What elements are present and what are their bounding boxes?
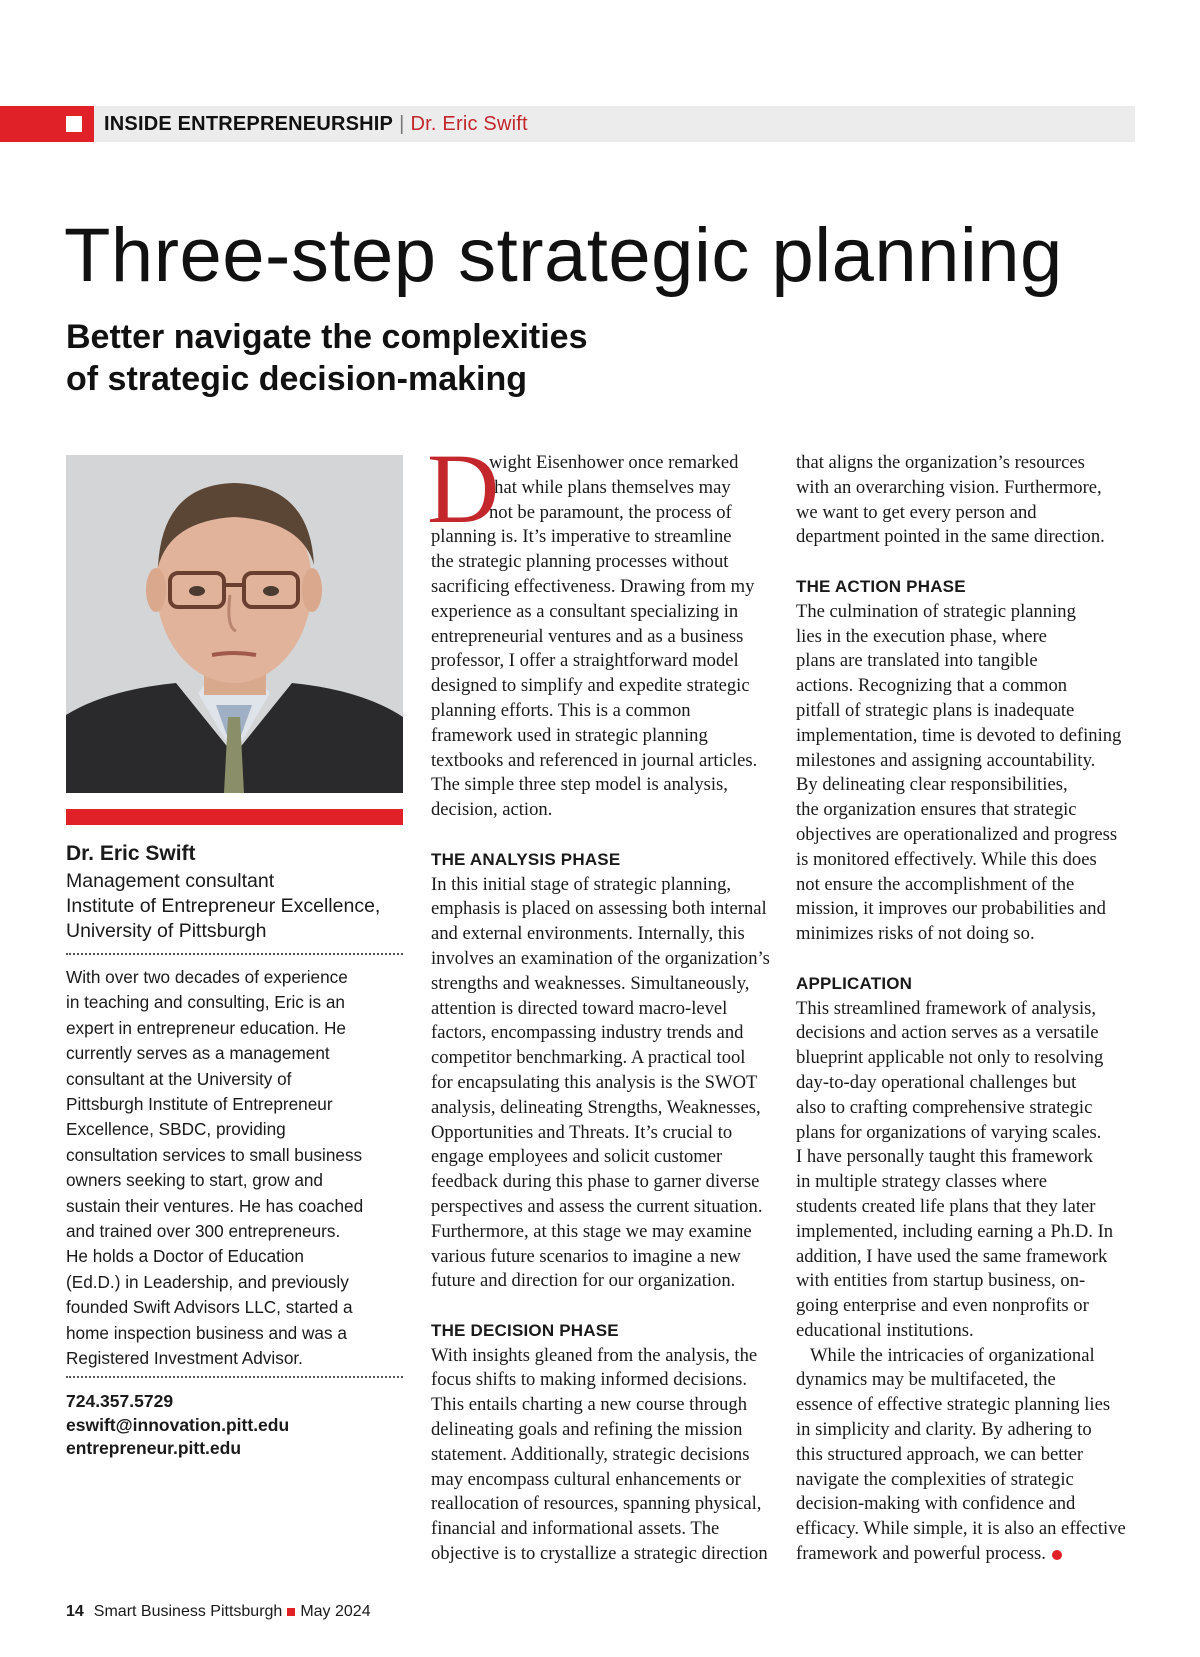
body-line: with entities from startup business, on- <box>796 1270 1086 1292</box>
body-line: essence of effective strategic planning lies <box>796 1394 1111 1416</box>
bio-accent-bar <box>66 809 403 825</box>
body-line: textbooks and referenced in journal articles. <box>431 749 758 771</box>
body-line: not be paramount, the process of <box>489 501 732 523</box>
body-line: addition, I have used the same framework <box>796 1245 1108 1267</box>
bio-line: Pittsburgh Institute of Entrepreneur <box>66 1094 333 1115</box>
body-line: plans are translated into tangible <box>796 650 1038 672</box>
section-name: INSIDE ENTREPRENEURSHIP <box>104 112 394 135</box>
body-line: milestones and assigning accountability. <box>796 749 1096 771</box>
header-text <box>104 113 528 136</box>
body-line: may encompass cultural enhancements or <box>431 1468 741 1490</box>
author-portrait-image <box>66 455 403 793</box>
body-line: pitfall of strategic plans is inadequate <box>796 699 1075 721</box>
bio-line: Registered Investment Advisor. <box>66 1348 303 1369</box>
header-author: Dr. Eric Swift <box>410 112 528 135</box>
body-line: implemented, including earning a Ph.D. In <box>796 1220 1114 1242</box>
body-line: implementation, time is devoted to defining <box>796 724 1122 746</box>
body-line: actions. Recognizing that a common <box>796 675 1068 697</box>
article-subtitle <box>66 316 706 400</box>
section-header <box>0 106 1135 142</box>
body-line: reallocation of resources, spanning physical, <box>431 1493 762 1515</box>
body-line: This entails charting a new course through <box>431 1394 748 1416</box>
body-line: experience as a consultant specializing in <box>431 600 739 622</box>
bio-divider <box>66 1376 403 1378</box>
subtitle-line: of strategic decision-making <box>66 360 527 398</box>
bio-role-line: Institute of Entrepreneur Excellence, <box>66 895 381 917</box>
body-line: strengths and weaknesses. Simultaneously, <box>431 972 750 994</box>
body-line: Furthermore, at this stage we may examine <box>431 1220 752 1242</box>
body-line: involves an examination of the organization’s <box>431 947 770 969</box>
body-line: wight Eisenhower once remarked <box>489 452 739 473</box>
body-line: planning is. It’s imperative to streamline <box>431 526 732 548</box>
paragraph-gap <box>796 550 1141 575</box>
body-line: navigate the complexities of strategic <box>796 1468 1074 1490</box>
body-line: is monitored effectively. While this does <box>796 848 1097 870</box>
section-heading-action: THE ACTION PHASE <box>796 576 966 596</box>
body-line: By delineating clear responsibilities, <box>796 774 1068 796</box>
body-line: with an overarching vision. Furthermore, <box>796 476 1102 498</box>
paragraph-gap <box>431 823 766 848</box>
bio-line: founded Swift Advisors LLC, started a <box>66 1297 353 1318</box>
body-line: educational institutions. <box>796 1319 974 1341</box>
bio-line: expert in entrepreneur education. He <box>66 1017 346 1038</box>
body-line: that while plans themselves may <box>489 476 731 498</box>
body-line: in simplicity and clarity. By adhering to <box>796 1419 1092 1441</box>
bio-line: He holds a Doctor of Education <box>66 1246 304 1267</box>
body-line: the strategic planning processes without <box>431 551 729 573</box>
drop-cap: D <box>427 433 500 544</box>
bio-line: home inspection business and was a <box>66 1322 347 1343</box>
body-line: perspectives and assess the current situation. <box>431 1195 763 1217</box>
body-line: objective is to crystallize a strategic direction <box>431 1543 768 1565</box>
body-line: day-to-day operational challenges but <box>796 1071 1077 1093</box>
body-line: the organization ensures that strategic <box>796 799 1077 821</box>
body-line: that aligns the organization’s resources <box>796 452 1085 473</box>
body-line: and external environments. Internally, this <box>431 923 745 945</box>
body-line: dynamics may be multifaceted, the <box>796 1369 1056 1391</box>
author-photo <box>66 455 403 793</box>
body-line: future and direction for our organization. <box>431 1270 736 1292</box>
body-line: also to crafting comprehensive strategic <box>796 1096 1093 1118</box>
body-line: focus shifts to making informed decisions. <box>431 1369 748 1391</box>
article-column-right <box>796 451 1141 1567</box>
body-line: not ensure the accomplishment of the <box>796 873 1075 895</box>
contact-phone[interactable]: 724.357.5729 <box>66 1391 174 1411</box>
footer-square-icon <box>287 1608 295 1616</box>
body-line: in multiple strategy classes where <box>796 1171 1047 1193</box>
body-line: this structured approach, we can better <box>796 1443 1084 1465</box>
body-line: The simple three step model is analysis, <box>431 774 728 796</box>
body-line: delineating goals and refining the mission <box>431 1419 743 1441</box>
body-line: lies in the execution phase, where <box>796 625 1047 647</box>
body-line: In this initial stage of strategic planning, <box>431 873 732 895</box>
end-mark-icon <box>1052 1550 1062 1560</box>
article-title: Three-step strategic planning <box>64 213 1063 298</box>
header-accent-block <box>0 106 94 142</box>
body-line: While the intricacies of organizational <box>810 1344 1095 1366</box>
body-line: financial and informational assets. The <box>431 1518 720 1540</box>
body-line: we want to get every person and <box>796 501 1037 523</box>
body-line: department pointed in the same direction. <box>796 526 1105 548</box>
body-line: framework used in strategic planning <box>431 724 708 746</box>
bio-line: currently serves as a management <box>66 1043 330 1064</box>
body-line: planning efforts. This is a common <box>431 699 691 721</box>
square-icon <box>66 116 82 132</box>
body-line: decision-making with confidence and <box>796 1493 1076 1515</box>
body-line: engage employees and solicit customer <box>431 1146 723 1168</box>
body-line: attention is directed toward macro-level <box>431 997 728 1019</box>
paragraph-gap <box>796 947 1141 972</box>
body-line: feedback during this phase to garner diverse <box>431 1171 760 1193</box>
body-line: designed to simplify and expedite strategic <box>431 675 750 697</box>
paragraph-gap <box>431 1294 766 1319</box>
body-line: for encapsulating this analysis is the SWOT <box>431 1071 758 1093</box>
body-line: decisions and action serves as a versatile <box>796 1022 1099 1044</box>
body-line: emphasis is placed on assessing both internal <box>431 898 767 920</box>
page-number: 14 <box>66 1603 84 1620</box>
bio-role-line: Management consultant <box>66 870 275 892</box>
body-line: blueprint applicable not only to resolving <box>796 1047 1104 1069</box>
bio-role-line: University of Pittsburgh <box>66 920 267 942</box>
body-line: efficacy. While simple, it is also an effective <box>796 1518 1126 1540</box>
contact-block <box>66 1390 289 1461</box>
body-line: mission, it improves our probabilities and <box>796 898 1106 920</box>
issue-date: May 2024 <box>300 1603 371 1620</box>
article-column-middle <box>427 433 770 1567</box>
bio-line: With over two decades of experience <box>66 967 348 987</box>
body-line: factors, encompassing industry trends and <box>431 1022 744 1044</box>
body-line: This streamlined framework of analysis, <box>796 997 1096 1019</box>
bio-line: in teaching and consulting, Eric is an <box>66 992 345 1013</box>
section-heading-application: APPLICATION <box>796 973 913 993</box>
bio-line: consultant at the University of <box>66 1068 292 1089</box>
bio-line: consultation services to small business <box>66 1144 363 1165</box>
body-line: various future scenarios to imagine a new <box>431 1245 741 1267</box>
bio-line: sustain their ventures. He has coached <box>66 1195 364 1216</box>
body-line: sacrificing effectiveness. Drawing from my <box>431 575 755 597</box>
body-line: decision, action. <box>431 799 553 821</box>
body-line: entrepreneurial ventures and as a business <box>431 625 744 647</box>
bio-role <box>66 869 411 944</box>
contact-website[interactable]: entrepreneur.pitt.edu <box>66 1438 242 1458</box>
body-line: analysis, delineating Strengths, Weaknesses, <box>431 1096 761 1118</box>
bio-description <box>66 965 411 1372</box>
body-line-last <box>796 1542 1141 1567</box>
body-line: With insights gleaned from the analysis, the <box>431 1344 758 1366</box>
body-line: The culmination of strategic planning <box>796 600 1076 622</box>
bio-name: Dr. Eric Swift <box>66 842 196 865</box>
bio-line: owners seeking to start, grow and <box>66 1170 323 1191</box>
publication-name: Smart Business Pittsburgh <box>93 1603 283 1620</box>
contact-email[interactable]: eswift@innovation.pitt.edu <box>66 1414 290 1435</box>
body-line: Opportunities and Threats. It’s crucial to <box>431 1121 733 1143</box>
bio-line: (Ed.D.) in Leadership, and previously <box>66 1271 349 1292</box>
body-line: competitor benchmarking. A practical tool <box>431 1047 746 1069</box>
body-line: statement. Additionally, strategic decisions <box>431 1443 750 1465</box>
bio-line: and trained over 300 entrepreneurs. <box>66 1221 341 1242</box>
body-line: going enterprise and even nonprofits or <box>796 1295 1089 1317</box>
body-line: students created life plans that they later <box>796 1195 1096 1217</box>
subtitle-line: Better navigate the complexities <box>66 318 588 356</box>
body-line: minimizes risks of not doing so. <box>796 923 1035 945</box>
body-line: I have personally taught this framework <box>796 1146 1093 1168</box>
bio-divider <box>66 953 403 955</box>
page-footer <box>66 1603 371 1621</box>
body-line: professor, I offer a straightforward model <box>431 650 739 672</box>
bio-line: Excellence, SBDC, providing <box>66 1119 286 1140</box>
section-heading-analysis: THE ANALYSIS PHASE <box>431 849 621 869</box>
section-heading-decision: THE DECISION PHASE <box>431 1320 619 1340</box>
body-line-text: framework and powerful process. <box>796 1543 1046 1565</box>
body-line: plans for organizations of varying scales. <box>796 1121 1102 1143</box>
body-line: objectives are operationalized and progress <box>796 823 1118 845</box>
header-separator: | <box>399 112 405 135</box>
